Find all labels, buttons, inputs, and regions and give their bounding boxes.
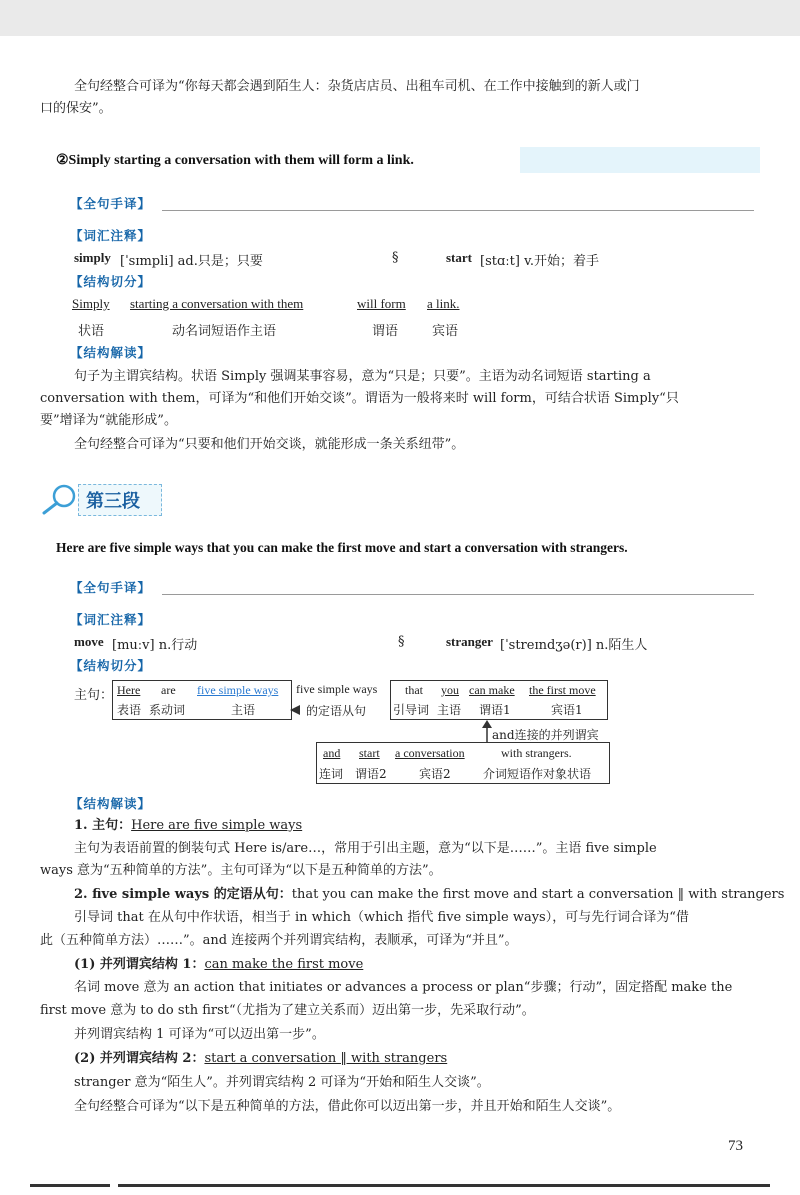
heading-phrase: start a conversation ‖ with strangers [204,1051,448,1066]
arrow-left-icon [290,700,302,719]
coord-word: a conversation [395,746,465,760]
vocab-word: simply [74,250,111,265]
clause-role: 谓语1 [479,703,511,717]
segment-role: 状语 [78,324,105,339]
main-role: 主语 [231,703,256,717]
coord-role: 连词 [319,767,344,781]
relative-clause-box [390,680,608,720]
sentence-2: ②Simply starting a conversation with them will form a link. [56,153,414,168]
vocab-separator: § [398,634,405,649]
sentence-highlight [520,147,760,173]
label-vocab: 【词汇注释】 [70,612,152,627]
paragraph-line: 全句经整合可译为“你每天都会遇到陌生人：杂货店店员、出租车司机、在工作中接触到的新人或门 [74,79,640,94]
label-structure: 【结构切分】 [70,658,152,673]
answer-line [162,210,754,211]
clause-word: that [405,683,423,697]
vocab-word: stranger [446,634,493,649]
analysis-line: conversation with them，可译为“和他们开始交谈”。谓语为一般将来时 will form，可结合状语 Simply“只 [40,391,679,406]
coordinate-box [316,742,610,784]
heading-text: 1. 主句： [74,818,132,833]
analysis-line: 全句经整合可译为“以下是五种简单的方法，借此你可以迈出第一步，并且开始和陌生人交谈”。 [74,1099,621,1114]
main-role: 系动词 [149,703,186,717]
vocab-definition: [stɑːt] v.开始；着手 [480,254,600,269]
clause-role: 宾语1 [551,703,583,717]
clause-role: 引导词 [393,703,430,717]
label-vocab: 【词汇注释】 [70,228,152,243]
coord-word: start [359,746,380,760]
analysis-line: stranger 意为“陌生人”。并列谓宾结构 2 可译为“开始和陌生人交谈”。 [74,1075,490,1090]
vocab-word: start [446,250,472,265]
label-translate: 【全句手译】 [70,196,152,211]
analysis-line: ways 意为“五种简单的方法”。主句可译为“以下是五种简单的方法”。 [40,863,442,878]
vocab-definition: [ˈsɪmpli] ad.只是；只要 [120,254,263,269]
segment-role: 谓语 [372,324,399,339]
clause-antecedent: five simple ways [296,682,378,696]
vocab-word: move [74,634,104,649]
clause-word: you [441,683,459,697]
heading-text: 2. five simple ways 的定语从句： [74,887,292,902]
segment: will form [357,296,406,311]
main-word: Here [117,683,141,697]
analysis-heading [74,815,302,837]
main-role: 表语 [117,703,142,717]
segment-role: 宾语 [432,324,459,339]
top-band [0,0,800,36]
coord-word: and [323,746,341,760]
analysis-line: 此（五种简单方法）……”。and 连接两个并列谓宾结构，表顺承，可译为“并且”。 [40,933,518,948]
clause-role: 的定语从句 [306,704,367,718]
coord-role: 谓语2 [355,767,387,781]
analysis-line: 要”增译为“就能形成”。 [40,413,177,428]
vocab-definition: [ˈstreɪndʒə(r)] n.陌生人 [500,638,648,653]
paragraph-line: 口的保安”。 [40,101,112,116]
analysis-line: 全句经整合可译为“只要和他们开始交谈，就能形成一条关系纽带”。 [74,437,465,452]
footer-rule [118,1184,770,1187]
label-analysis: 【结构解读】 [70,345,152,360]
coord-role: 介词短语作对象状语 [483,767,592,781]
answer-line [162,594,754,595]
section-title: 第三段 [86,491,140,512]
main-word: five simple ways [197,683,279,697]
analysis-line: 引导词 that 在从句中作状语，相当于 in which（which 指代 five simple ways），可与先行词合译为“借 [74,910,689,925]
analysis-line: 句子为主谓宾结构。状语 Simply 强调某事容易，意为“只是；只要”。主语为动名词短语 starting a [74,369,651,384]
analysis-line: 并列谓宾结构 1 可译为“可以迈出第一步”。 [74,1027,325,1042]
clause-role: 主语 [437,703,462,717]
heading-phrase: Here are five simple ways [131,818,303,833]
analysis-heading [74,954,363,976]
segment: Simply [72,296,110,311]
coord-role: 宾语2 [419,767,451,781]
clause-word: the first move [529,683,596,697]
coord-word: with strangers. [501,746,572,760]
label-translate: 【全句手译】 [70,580,152,595]
clause-word: can make [469,683,515,697]
label-structure: 【结构切分】 [70,274,152,289]
heading-phrase: that you can make the first move and start a conversation ‖ with strangers [291,887,785,902]
section-sentence: Here are five simple ways that you can make the first move and start a conversation with strangers. [56,540,628,555]
segment: starting a conversation with them [130,296,304,311]
heading-phrase: can make the first move [204,957,364,972]
vocab-definition: [muːv] n.行动 [112,638,198,653]
analysis-heading [74,1048,447,1070]
analysis-line: 主句为表语前置的倒装句式 Here is/are…，常用于引出主题，意为“以下是……”。主语 five simple [74,841,657,856]
magnifier-icon [40,482,80,520]
and-note: and连接的并列谓宾 [492,728,599,742]
analysis-heading [74,884,784,906]
main-clause-label: 主句： [74,688,114,703]
main-word: are [161,683,176,697]
segment: a link. [427,296,460,311]
heading-text: (2) 并列谓宾结构 2： [74,1051,205,1066]
label-analysis: 【结构解读】 [70,796,152,811]
analysis-line: 名词 move 意为 an action that initiates or advances a process or plan“步骤；行动”，固定搭配 make the [74,980,733,995]
analysis-line: first move 意为 to do sth first“（尤指为了建立关系而）迈出第一步，先采取行动”。 [40,1003,535,1018]
vocab-separator: § [392,250,399,265]
heading-text: (1) 并列谓宾结构 1： [74,957,205,972]
main-clause-box [112,680,292,720]
footer-rule [30,1184,110,1187]
segment-role: 动名词短语作主语 [172,324,277,339]
page-number: 73 [728,1138,743,1154]
